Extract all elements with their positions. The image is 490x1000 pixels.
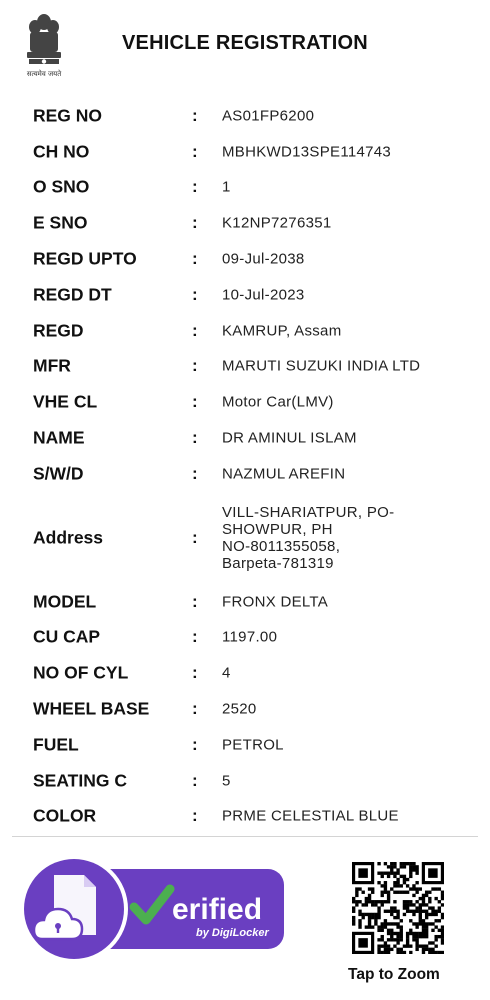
page-title: VEHICLE REGISTRATION bbox=[122, 32, 368, 54]
detail-row-owner-sno bbox=[0, 170, 490, 206]
separator: : bbox=[192, 105, 198, 125]
detail-row-vehicle-class bbox=[0, 384, 490, 420]
detail-row-name bbox=[0, 420, 490, 456]
field-label: REGD UPTO bbox=[33, 248, 137, 269]
field-label: O SNO bbox=[33, 176, 90, 197]
registration-details bbox=[0, 98, 490, 834]
separator: : bbox=[192, 392, 198, 412]
detail-row-wheel-base bbox=[0, 691, 490, 727]
tap-to-zoom-label[interactable]: Tap to Zoom bbox=[348, 966, 440, 983]
field-value: MARUTI SUZUKI INDIA LTD bbox=[222, 357, 421, 375]
verified-text: erified bbox=[172, 893, 263, 926]
field-label: E SNO bbox=[33, 212, 88, 233]
header bbox=[0, 0, 490, 90]
separator: : bbox=[192, 320, 198, 340]
field-label: COLOR bbox=[33, 805, 97, 826]
field-value: VILL-SHARIATPUR, PO- SHOWPUR, PH NO-8011355058, Barpeta-781319 bbox=[222, 503, 395, 572]
field-label: MFR bbox=[33, 355, 71, 376]
separator: : bbox=[192, 527, 198, 547]
field-value: NAZMUL AREFIN bbox=[222, 465, 346, 483]
field-value: 4 bbox=[222, 664, 231, 682]
detail-row-regd bbox=[0, 313, 490, 349]
separator: : bbox=[192, 428, 198, 448]
separator: : bbox=[192, 141, 198, 161]
field-value: 10-Jul-2023 bbox=[222, 286, 305, 304]
field-value: MBHKWD13SPE114743 bbox=[222, 143, 392, 161]
detail-row-model bbox=[0, 584, 490, 620]
separator: : bbox=[192, 806, 198, 826]
field-value: DR AMINUL ISLAM bbox=[222, 429, 357, 447]
separator: : bbox=[192, 284, 198, 304]
separator: : bbox=[192, 663, 198, 683]
field-value: Motor Car(LMV) bbox=[222, 393, 334, 411]
detail-row-regd-date bbox=[0, 277, 490, 313]
digilocker-text: by DigiLocker bbox=[196, 927, 269, 939]
detail-row-cylinders bbox=[0, 655, 490, 691]
field-value: PETROL bbox=[222, 736, 284, 754]
separator: : bbox=[192, 463, 198, 483]
field-label: NAME bbox=[33, 427, 85, 448]
detail-row-cubic-capacity bbox=[0, 620, 490, 656]
divider bbox=[12, 836, 478, 837]
field-label: REGD DT bbox=[33, 284, 112, 305]
separator: : bbox=[192, 356, 198, 376]
field-label: SEATING C bbox=[33, 770, 127, 791]
detail-row-manufacturer bbox=[0, 349, 490, 385]
detail-row-engine-sno bbox=[0, 205, 490, 241]
field-value: 5 bbox=[222, 772, 231, 790]
detail-row-ch-no bbox=[0, 134, 490, 170]
field-label: CH NO bbox=[33, 141, 90, 162]
field-label: MODEL bbox=[33, 591, 97, 612]
field-label: FUEL bbox=[33, 734, 79, 755]
detail-row-address bbox=[0, 492, 490, 584]
field-label: S/W/D bbox=[33, 463, 84, 484]
field-label: Address bbox=[33, 527, 104, 548]
field-label: NO OF CYL bbox=[33, 662, 129, 683]
qr-code[interactable] bbox=[352, 862, 444, 954]
emblem-caption: सत्यमेव जयते bbox=[26, 70, 62, 78]
separator: : bbox=[192, 177, 198, 197]
field-label: VHE CL bbox=[33, 391, 98, 412]
field-label: CU CAP bbox=[33, 626, 101, 647]
separator: : bbox=[192, 249, 198, 269]
separator: : bbox=[192, 734, 198, 754]
detail-row-swd bbox=[0, 456, 490, 492]
separator: : bbox=[192, 770, 198, 790]
separator: : bbox=[192, 591, 198, 611]
field-value: KAMRUP, Assam bbox=[222, 322, 342, 340]
field-value: 09-Jul-2038 bbox=[222, 250, 305, 268]
field-value: FRONX DELTA bbox=[222, 593, 329, 611]
detail-row-color bbox=[0, 799, 490, 835]
detail-row-reg-no bbox=[0, 98, 490, 134]
field-value: PRME CELESTIAL BLUE bbox=[222, 807, 399, 825]
separator: : bbox=[192, 699, 198, 719]
detail-row-seating bbox=[0, 763, 490, 799]
separator: : bbox=[192, 213, 198, 233]
field-label: REGD bbox=[33, 320, 84, 341]
field-label: REG NO bbox=[33, 105, 103, 126]
detail-row-regd-upto bbox=[0, 241, 490, 277]
field-label: WHEEL BASE bbox=[33, 698, 150, 719]
field-value: 2520 bbox=[222, 700, 257, 718]
national-emblem-icon bbox=[18, 10, 70, 82]
field-value: 1197.00 bbox=[222, 628, 278, 646]
field-value: 1 bbox=[222, 178, 231, 196]
field-value: AS01FP6200 bbox=[222, 107, 315, 125]
detail-row-fuel bbox=[0, 727, 490, 763]
verified-digilocker-badge bbox=[20, 853, 286, 965]
field-value: K12NP7276351 bbox=[222, 214, 332, 232]
separator: : bbox=[192, 627, 198, 647]
